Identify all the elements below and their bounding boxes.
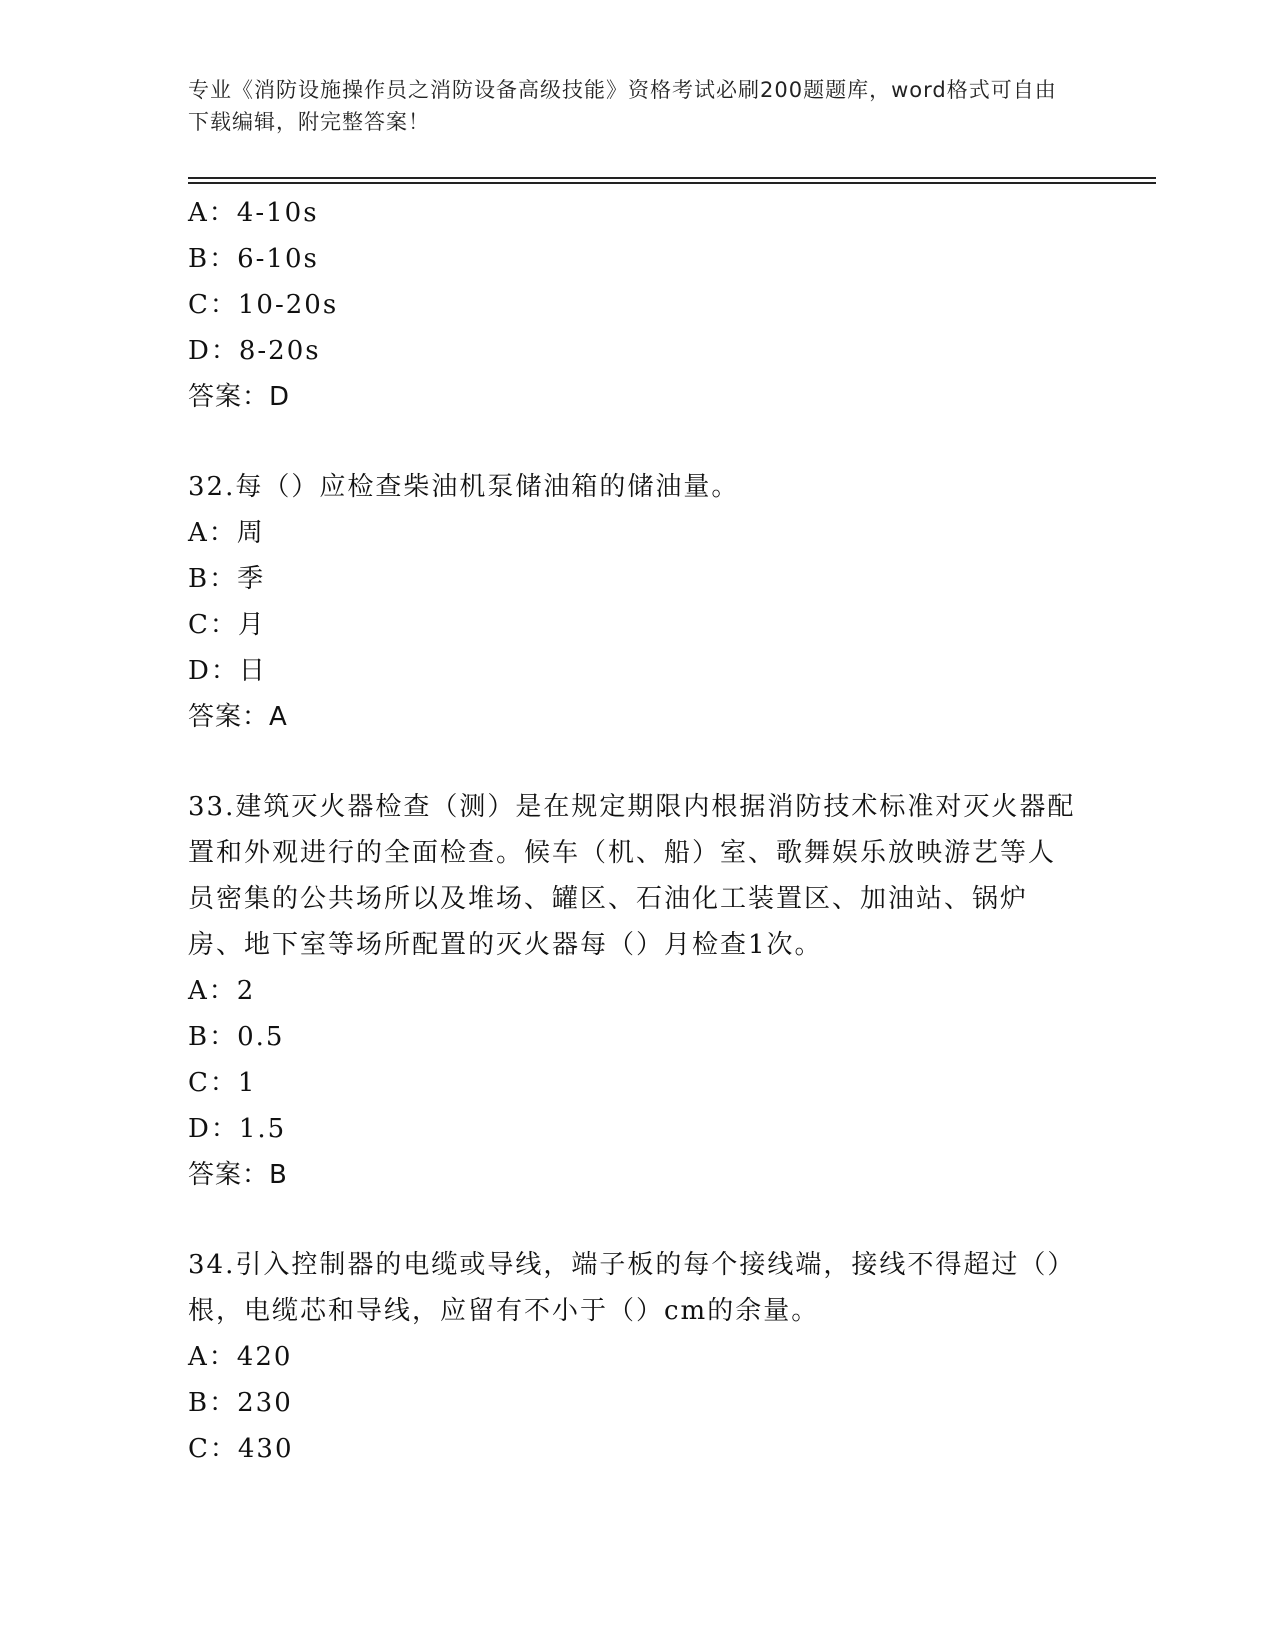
question-31 (188, 190, 1088, 420)
option-c: C：430 (188, 1434, 294, 1464)
option-d: D：日 (188, 656, 267, 686)
answer-label: 答案：D (188, 382, 291, 412)
option-c: C：1 (188, 1068, 257, 1098)
question-stem: 32.每（）应检查柴油机泵储油箱的储油量。 (188, 472, 740, 502)
header-divider-top (188, 177, 1156, 179)
question-stem: 33.建筑灭火器检查（测）是在规定期限内根据消防技术标准对灭火器配置和外观进行的全面检查。候车（机、船）室、歌舞娱乐放映游艺等人员密集的公共场所以及堆场、罐区、石油化工装置区、加油站、锅炉房、地下室等场所配置的灭火器每（）月检查1次。 (188, 792, 1076, 960)
option-b: B：0.5 (188, 1022, 285, 1052)
document-header: 专业《消防设施操作员之消防设备高级技能》资格考试必刷200题题库，word格式可自由下载编辑，附完整答案！ (188, 78, 1057, 134)
option-a: A：周 (188, 518, 265, 548)
option-d: D：1.5 (188, 1114, 287, 1144)
option-d: D：8-20s (188, 336, 321, 366)
option-c: C：月 (188, 610, 266, 640)
answer-label: 答案：A (188, 702, 288, 732)
option-c: C：10-20s (188, 290, 339, 320)
option-b: B：230 (188, 1388, 293, 1418)
option-a: A：2 (188, 976, 256, 1006)
option-b: B：6-10s (188, 244, 319, 274)
question-34 (188, 1242, 1088, 1472)
question-33 (188, 784, 1088, 1198)
question-32 (188, 464, 1088, 740)
option-a: A：4-10s (188, 198, 319, 228)
header-divider-bottom (188, 182, 1156, 184)
question-list (188, 190, 1088, 1472)
answer-label: 答案：B (188, 1160, 288, 1190)
question-stem: 34.引入控制器的电缆或导线，端子板的每个接线端，接线不得超过（）根，电缆芯和导线，应留有不小于（）cm的余量。 (188, 1250, 1076, 1326)
option-a: A：420 (188, 1342, 293, 1372)
option-b: B：季 (188, 564, 266, 594)
